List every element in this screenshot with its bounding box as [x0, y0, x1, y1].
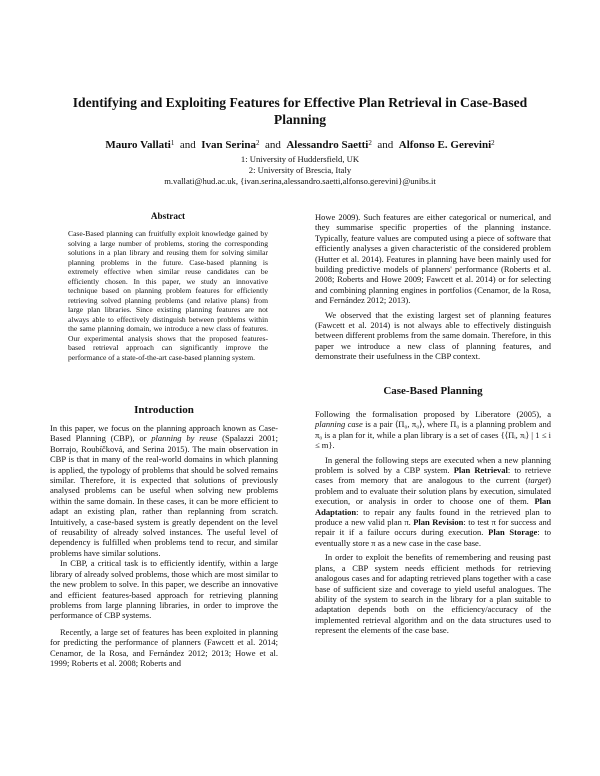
- bold-term: Plan Storage: [488, 527, 538, 538]
- author-separator: and: [179, 139, 196, 151]
- author-affiliation-mark: 2: [491, 139, 495, 147]
- introduction-body: [50, 423, 278, 668]
- text-run: : to retrieve cases from memory that are analogous to the current (: [315, 465, 551, 486]
- text-run: In this paper, we focus on the planning approach known as Case-Based Planning (CBP), or: [50, 423, 278, 444]
- text-run: : to test π for success and repair it if a failure occurs during execution.: [315, 517, 552, 538]
- emphasis: planning case: [315, 419, 363, 430]
- bold-term: Plan Revision: [413, 517, 464, 528]
- paragraph: [50, 423, 278, 558]
- paper-title: Identifying and Exploiting Features for Effective Plan Retrieval in Case-Based Planning: [72, 95, 528, 127]
- text-run: Following the formalisation proposed by Liberatore (2005), a: [315, 409, 551, 419]
- author-name: Alessandro Saetti: [286, 139, 369, 151]
- author-affiliation-mark: 1: [170, 139, 175, 147]
- author-name: Mauro Vallati: [105, 139, 171, 151]
- text-run: is a pair ⟨Π₀, π₀⟩, where Π₀ is a planning problem and π₀ is a plan for it, while a plan library is a set of cases {⟨Πᵢ, πᵢ⟩ | 1 ≤ i ≤ m}.: [315, 419, 552, 451]
- paragraph: In CBP, a critical task is to efficiently identify, within a large library of already solved problems, those which are most similar to the new problem to solve. In this paper, we describe an innovative and efficient features-based approach for retrieving planning problems from large planning libraries, in order to improve the performance of CBP systems.: [50, 558, 278, 621]
- author-separator: and: [377, 139, 394, 151]
- right-column-intro: [315, 212, 551, 362]
- abstract-text: Case-Based planning can fruitfully exploit knowledge gained by solving a large number of problems, storing the corresponding solutions in a plan library and reusing them for solving similar planning problems in the future. Case-based planning is extremely effective when similar reuse candidates can be efficiently chosen. In this paper, we study an innovative technique based on planning problem features for efficiently retrieving solved planning problems (and relative plans) from large plan libraries. Since existing planning features are not always able to effectively distinguish between problems within the same planning domain, we introduce a new class of features. Our experimental analysis shows that the proposed features-based retrieval approach can significantly improve the performance of a state-of-the-art case-based planning system.: [68, 229, 268, 362]
- author-emails: m.vallati@hud.ac.uk, {ivan.serina,alessandro.saetti,alfonso.gerevini}@unibs.it: [164, 176, 436, 186]
- affiliation: 1: University of Huddersfield, UK: [240, 154, 360, 164]
- emphasis: planning by reuse: [151, 433, 218, 444]
- author-separator: and: [264, 139, 281, 151]
- abstract-heading: Abstract: [150, 211, 186, 221]
- text-run: ) problem and to evaluate their solution plans by execution, simulated execution, or analysis in order to choose one of them.: [315, 475, 551, 507]
- text-run: (Spalazzi 2001; Borrajo, Roubíčková, and Serina 2015). The main observation in CBP is that in many of the real-world domains in which planning is applied, the typology of problems that should be solved remains similar. Therefore, it is expected that solutions of previously analysed problems can be useful when solving new problems within the same domain. In these cases, it can be more efficient to adapt an existing plan, rather than replanning from scratch. Intuitively, a case-based system is greatly dependent on the level of reusability of already solved instances. The useful level of dependency is fulfilled when problems tend to recur, and similar problems have similar solutions.: [50, 433, 278, 558]
- author-name: Alfonso E. Gerevini: [398, 139, 492, 151]
- cbp-heading: Case-Based Planning: [383, 385, 483, 397]
- author-affiliation-mark: 2: [255, 139, 260, 147]
- cbp-body: [315, 409, 551, 636]
- text-run: : to repair any faults found in the retrieved plan to produce a new valid plan π.: [315, 506, 551, 528]
- introduction-heading: Introduction: [134, 404, 194, 416]
- paragraph: Howe 2009). Such features are either categorical or numerical, and they summarise specific properties of the planning instance. Typically, feature values are computed using a piece of software that efficiently analyses a given characteristic of the considered problem (Hutter et al. 2014). Features in planning have been mainly used for building predictive models of planners' performance (Roberts et al. 2008; Roberts and Howe 2009; Fawcett et al. 2014) or for selecting and combining planning engines in portfolios (Cenamor, de la Rosa, and Fernández 2012; 2013).: [315, 212, 551, 306]
- bold-term: Plan Adaptation: [315, 496, 551, 517]
- bold-term: Plan Retrieval: [453, 465, 508, 476]
- affiliation: 2: University of Brescia, Italy: [248, 165, 352, 175]
- paragraph: In order to exploit the benefits of remembering and reusing past plans, a CBP system needs efficient methods for retrieving analogous cases and for adapting retrieved plans together with a case base of sufficient size and coverage to yield useful analogues. The ability of the system to search in the library for a plan suitable to adaptation depends both on the efficiency/accuracy of the implemented retrieval algorithm and on the data structures used to represent the elements of the case base.: [315, 552, 551, 636]
- paragraph: We observed that the existing largest set of planning features (Fawcett et al. 2014) is not always able to effectively distinguish between different problems from the same domain. Therefore, in this paper we introduce a new class of planning features, and demonstrate their usefulness in the CBP context.: [315, 309, 551, 362]
- text-run: In general the following steps are executed when a new planning problem is solved by a CBP system.: [315, 454, 551, 476]
- text-run: : to eventually store π as a new case in the case base.: [315, 527, 551, 548]
- paragraph: Recently, a large set of features has been exploited in planning for predicting the performance of planners (Fawcett et al. 2014; Cenamor, de la Rosa, and Fernández 2012; 2013; Howe et al. 1999; Roberts et al. 2008; Roberts and: [50, 626, 278, 668]
- paragraph: [315, 455, 551, 549]
- author-list: [50, 139, 550, 151]
- paragraph: [315, 409, 551, 451]
- emphasis: target: [528, 475, 549, 486]
- author-name: Ivan Serina: [201, 139, 256, 151]
- author-affiliation-mark: 2: [368, 139, 372, 147]
